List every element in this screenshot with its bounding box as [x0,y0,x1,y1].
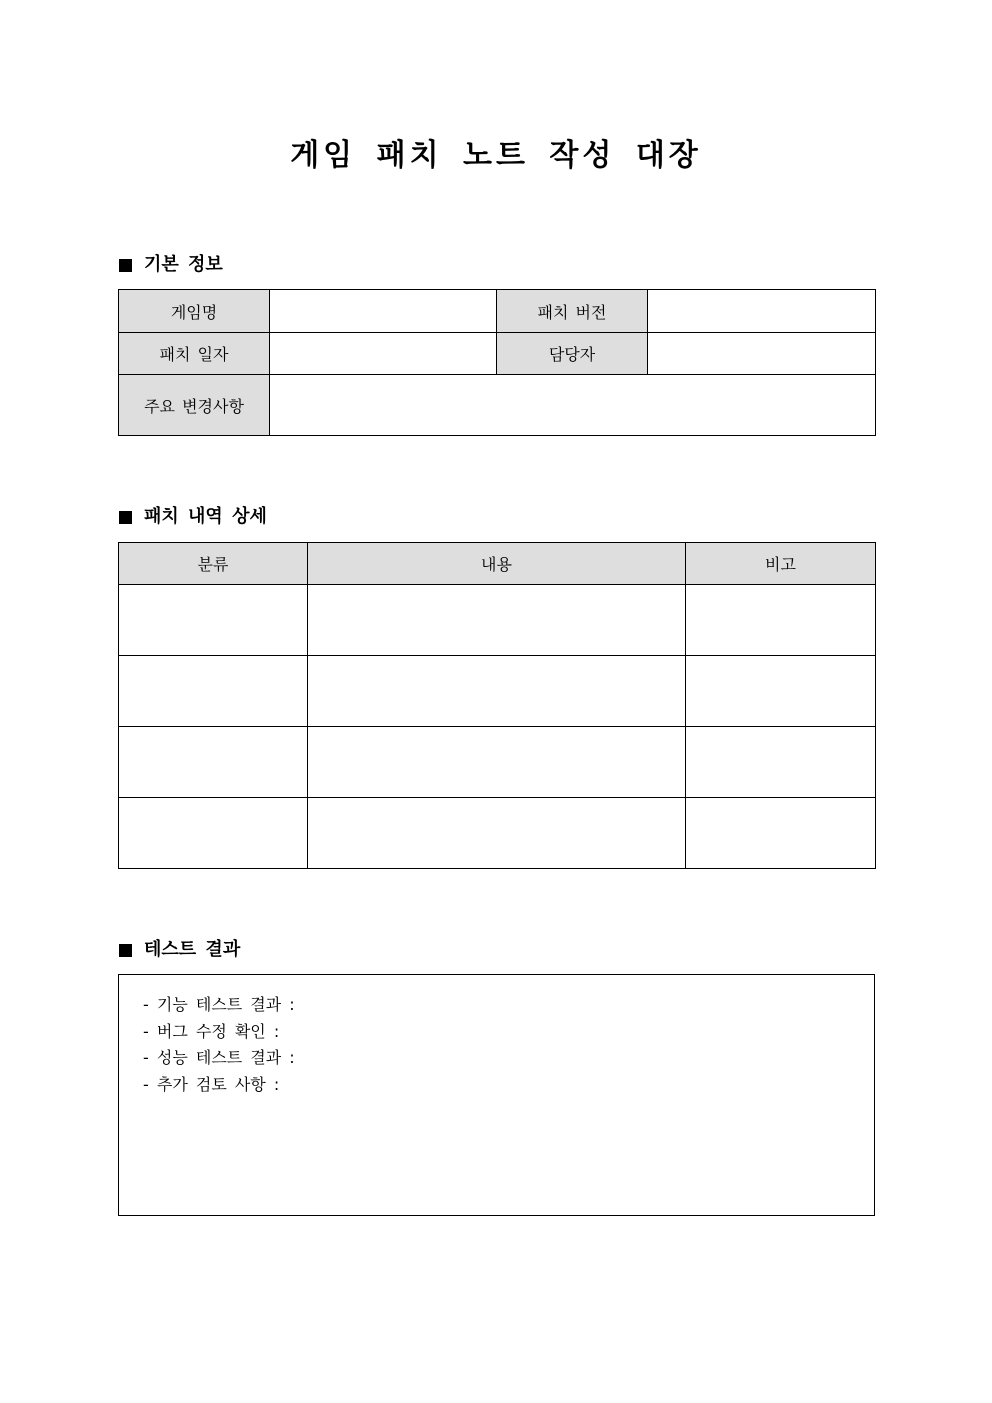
category-cell[interactable] [119,656,308,727]
basic-info-table [118,289,876,436]
section-heading-patch-details [119,505,267,529]
category-cell[interactable] [119,727,308,798]
section-heading-label: 테스트 결과 [144,939,241,960]
column-header-category: 분류 [119,543,308,585]
table-row [119,333,876,375]
list-item: - 기능 테스트 결과 : [143,995,295,1014]
square-bullet-icon [119,259,132,272]
section-heading-label: 기본 정보 [144,254,223,275]
column-header-remarks: 비고 [686,543,876,585]
test-results-box[interactable] [118,974,875,1216]
table-header-row [119,543,876,585]
game-name-field[interactable] [270,290,497,333]
table-row [119,290,876,333]
square-bullet-icon [119,944,132,957]
column-header-content: 내용 [308,543,686,585]
remarks-cell[interactable] [686,656,876,727]
section-heading-label: 패치 내역 상세 [144,506,267,527]
main-changes-field[interactable] [270,375,876,436]
patch-version-label: 패치 버전 [497,290,648,333]
table-row [119,798,876,869]
list-item: - 추가 검토 사항 : [143,1075,280,1095]
game-name-label: 게임명 [119,290,270,333]
section-heading-basic-info [119,253,223,277]
test-results-list [119,975,874,1099]
content-cell[interactable] [308,798,686,869]
category-cell[interactable] [119,585,308,656]
main-changes-label: 주요 변경사항 [119,375,270,436]
patch-details-table [118,542,876,869]
table-row [119,375,876,436]
patch-date-label: 패치 일자 [119,333,270,375]
table-row [119,727,876,798]
content-cell[interactable] [308,656,686,727]
document-title: 게임 패치 노트 작성 대장 [290,138,702,173]
table-row [119,656,876,727]
content-cell[interactable] [308,585,686,656]
remarks-cell[interactable] [686,798,876,869]
square-bullet-icon [119,511,132,524]
list-item: - 성능 테스트 결과 : [143,1048,295,1068]
category-cell[interactable] [119,798,308,869]
patch-version-field[interactable] [648,290,876,333]
section-heading-test-results [119,938,240,962]
remarks-cell[interactable] [686,727,876,798]
table-row [119,585,876,656]
manager-field[interactable] [648,333,876,375]
list-item: - 버그 수정 확인 : [143,1021,280,1041]
remarks-cell[interactable] [686,585,876,656]
manager-label: 담당자 [497,333,648,375]
content-cell[interactable] [308,727,686,798]
patch-date-field[interactable] [270,333,497,375]
